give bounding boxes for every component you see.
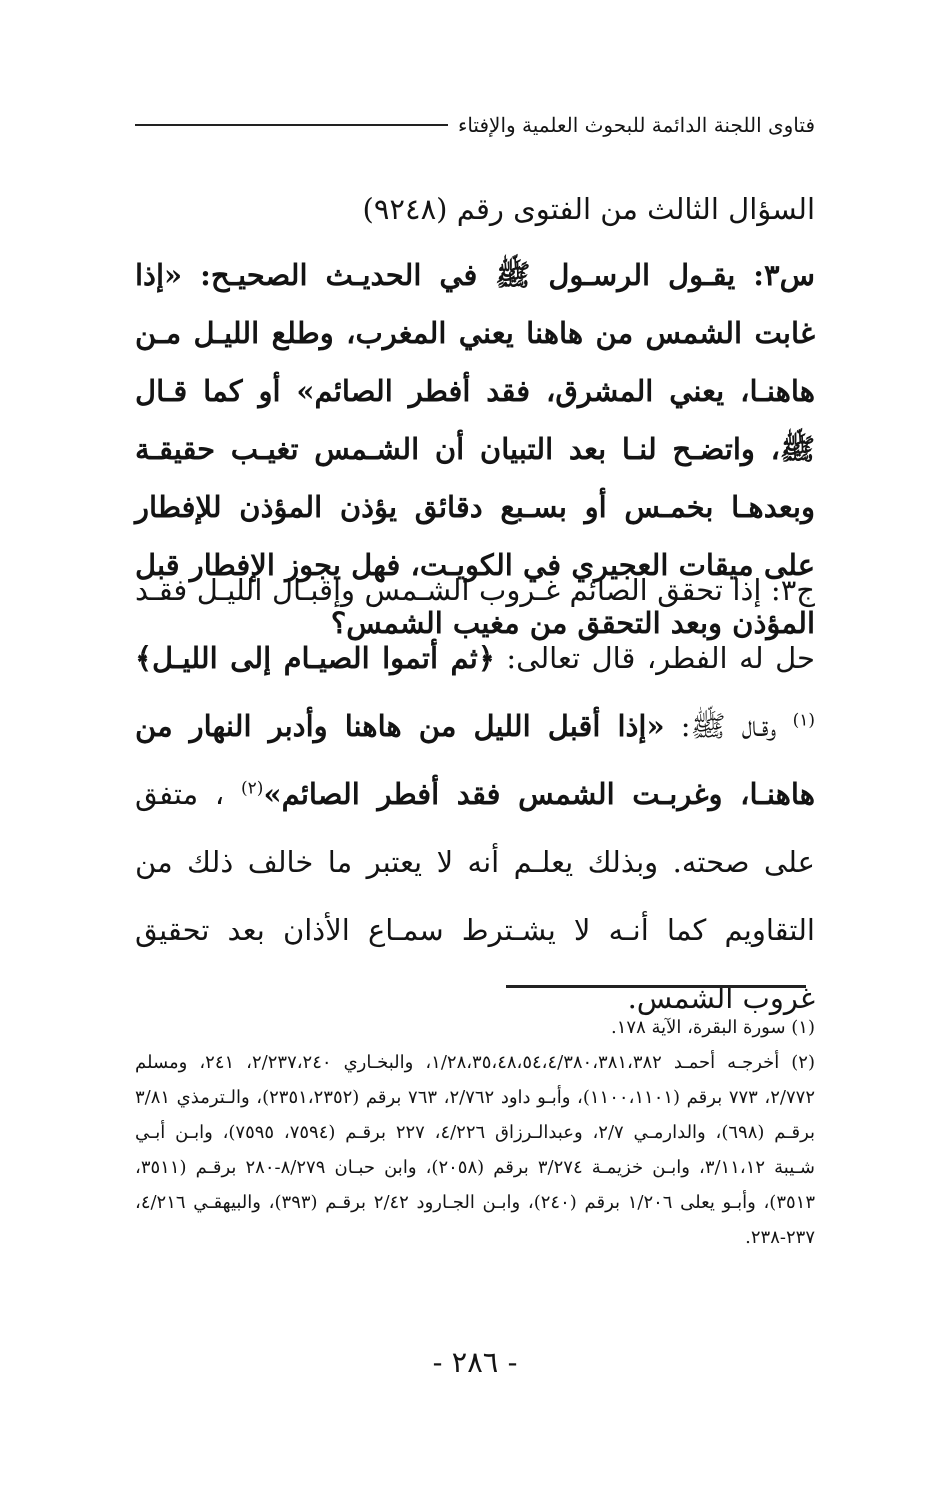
footnotes xyxy=(135,1010,815,1255)
footnote-separator xyxy=(506,985,806,988)
question-heading: السؤال الثالث من الفتوى رقم (٩٢٤٨) xyxy=(362,192,815,226)
header-title: فتاوى اللجنة الدائمة للبحوث العلمية والإفتاء xyxy=(457,113,815,137)
running-header xyxy=(135,113,815,137)
footnote-2: (٢) أخرجـه أحمـد ١/٢٨،٣٥،٤٨،٥٤،٤/٣٨٠،٣٨١،٣٨٢، والبخـاري ٢/٢٣٧،٢٤٠، ٢٤١، ومسلم ٢/٧٧٢، ٧٧٣ برقم (١١٠٠،١١٠١)، وأبـو داود ٢/٧٦٢، ٧٦٣ برقم (٢٣٥١،٢٣٥٢)، والـترمذي ٣/٨١ برقـم (٦٩٨)، والدارمـي ٢/٧، وعبدالـرزاق ٤/٢٢٦، ٢٢٧ برقـم (٧٥٩٤، ٧٥٩٥)، وابـن أبـي شـيبة ٣/١١،١٢، وابـن خزيمـة ٣/٢٧٤ برقم (٢٠٥٨)، وابن حبـان ٨/٢٧٩-٢٨٠ برقـم (٣٥١١، ٣٥١٣)، وأبـو يعلى ١/٢٠٦ برقم (٢٤٠)، وابـن الجـارود ٢/٤٢ برقـم (٣٩٣)، والبيهقـي ٤/٢١٦، ٢٣٧-٢٣٨. xyxy=(135,1052,816,1248)
footnote-ref-2: (٢) xyxy=(241,778,264,799)
hadith-quote: «إذا أقبل الليل من هاهنا وأدبر النهار من هاهنـا، وغربـت الشمس فقد أفطر الصائم» xyxy=(135,709,816,811)
footnote-ref-1: (١) xyxy=(792,710,815,731)
page-number: - ٢٨٦ - xyxy=(432,1345,518,1379)
question-text: س٣: يقـول الرسـول ﷺ في الحديـث الصحيـح: «إذا غابت الشمس من هاهنا يعني المغرب، وطلع الليـل مـن هاهنـا، يعني المشرق، فقد أفطر الصائم» أو كما قـال ﷺ، واتضـح لنـا بعد التبيان أن الشـمس تغيـب حقيقـة وبعدهـا بخمـس أو بسـبع دقائق يؤذن المؤذن للإفطار على ميقات العجيري في الكويـت، فهل يجوز الإفطار قبل المؤذن وبعد التحقق من مغيب الشمس؟ xyxy=(135,258,815,640)
footnote-1: (١) سورة البقرة، الآية ١٧٨. xyxy=(611,1017,815,1038)
header-rule xyxy=(135,124,448,126)
answer-part-3: ، متفق على صحته. وبذلك يعلـم أنه لا يعتبر ما خالف ذلك من التقاويم كما أنـه لا يشـترط سمـاع الأذان بعد تحقيق غروب الشمس. xyxy=(135,777,815,1015)
quran-verse: ﴿ثم أتموا الصيـام إلى الليـل﴾ xyxy=(135,641,495,675)
answer-part-2: وقـال ﷺ: xyxy=(664,709,793,743)
answer-text xyxy=(135,556,815,1032)
answer-part-1: ج٣: إذا تحقق الصائم غـروب الشـمس وإقبـال الليـل فقـد حل له الفطر، قال تعالى: xyxy=(135,573,815,675)
